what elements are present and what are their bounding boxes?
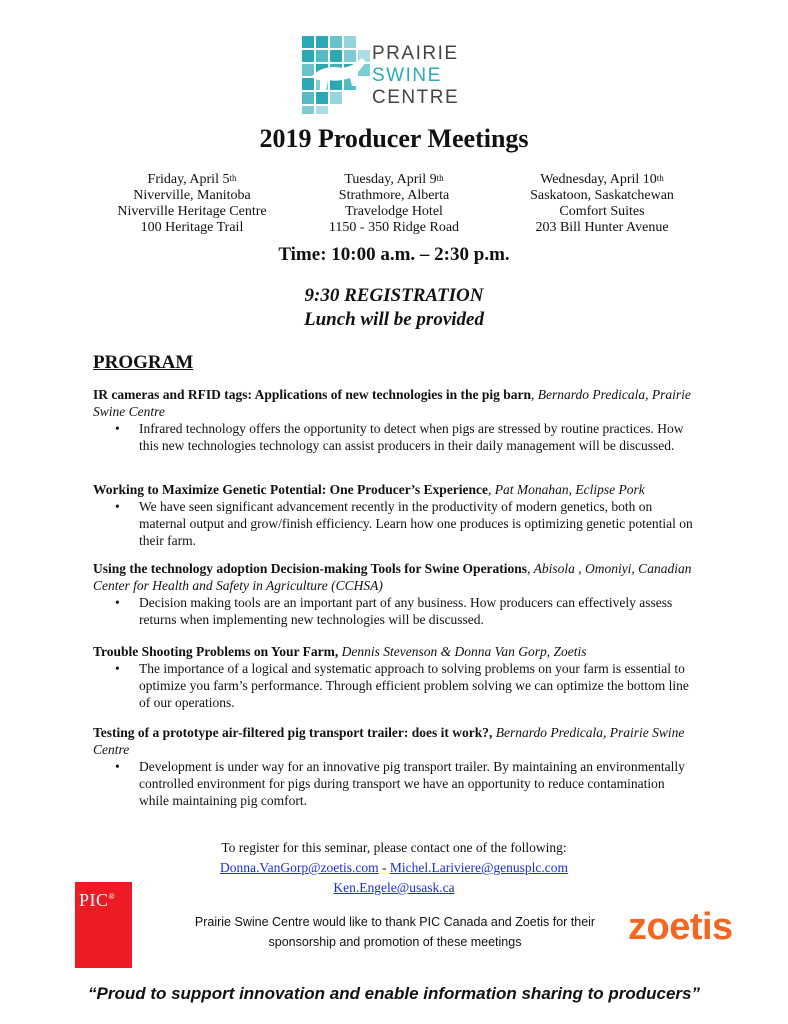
email-link-michel[interactable]: Michel.Lariviere@genusplc.com [389, 860, 569, 875]
pic-logo [75, 882, 132, 968]
email-link-donna[interactable]: Donna.VanGorp@zoetis.com [219, 860, 379, 875]
bullet-icon: • [115, 661, 120, 676]
program-item-description: Decision making tools are an important part of any business. How producers can effectively assess returns when implementing new technologies will be discussed. [139, 595, 673, 627]
location-city: Niverville, Manitoba [133, 188, 251, 203]
program-item [93, 724, 693, 809]
location-column-3 [502, 172, 702, 236]
bullet-icon: • [115, 421, 120, 436]
program-item-speaker: , Bernardo Predicala, Prairie Swine Centre [93, 387, 691, 419]
program-heading: PROGRAM [93, 352, 194, 373]
location-venue: Travelodge Hotel [345, 204, 443, 219]
program-item-speaker: Dennis Stevenson & Donna Van Gorp, Zoetis [338, 644, 587, 659]
program-item-speaker: , Pat Monahan, Eclipse Pork [488, 482, 645, 497]
program-item-title: Trouble Shooting Problems on Your Farm, [93, 644, 339, 659]
location-venue: Niverville Heritage Centre [117, 204, 267, 219]
program-item-title: IR cameras and RFID tags: Applications of new technologies in the pig barn [93, 387, 532, 402]
bullet-icon: • [115, 595, 120, 610]
program-item-speaker: Bernardo Predicala, Prairie Swine Centre [93, 725, 685, 757]
zoetis-logo: zoetis [628, 906, 733, 948]
program-item [93, 560, 693, 628]
program-item [93, 643, 693, 711]
location-venue: Comfort Suites [559, 204, 645, 219]
program-item-title: Testing of a prototype air-filtered pig transport trailer: does it work?, [93, 725, 493, 740]
bullet-icon: • [115, 759, 120, 774]
email-link-ken[interactable]: Ken.Engele@usask.ca [333, 880, 455, 895]
email-separator: - [378, 860, 390, 875]
prairie-swine-centre-logo [302, 36, 460, 116]
contact-intro: To register for this seminar, please contact one of the following: [221, 840, 567, 855]
tagline: “Proud to support innovation and enable information sharing to producers” [87, 984, 701, 1003]
logo-grid-icon [302, 36, 370, 114]
pic-logo-text: PIC® [79, 890, 116, 910]
logo-word-centre: CENTRE [372, 87, 460, 108]
location-address: 100 Heritage Trail [140, 220, 244, 235]
sponsor-thanks-line2: sponsorship and promotion of these meetings [268, 935, 522, 949]
location-address: 203 Bill Hunter Avenue [535, 220, 669, 235]
bullet-icon: • [115, 499, 120, 514]
program-item-speaker: , Abisola , Omoniyi, Canadian Center for Health and Safety in Agriculture (CCHSA) [93, 561, 692, 593]
logo-word-prairie: PRAIRIE [372, 43, 459, 64]
location-city: Saskatoon, Saskatchewan [530, 188, 674, 203]
program-item [93, 481, 693, 549]
location-column-1 [92, 172, 292, 236]
logo-word-swine: SWINE [372, 65, 442, 86]
location-column-2 [294, 172, 494, 236]
location-city: Strathmore, Alberta [338, 188, 450, 203]
registration-time: 9:30 REGISTRATION [304, 285, 484, 306]
program-item-description: The importance of a logical and systematic approach to solving problems on your farm is essential to optimize you farm’s performance. Through efficient problem solving we can optimize the bottom line of our operations. [139, 661, 689, 710]
sponsor-thanks [180, 912, 610, 952]
meeting-time: Time: 10:00 a.m. – 2:30 p.m. [278, 244, 510, 265]
location-day: Tuesday, April 9th [344, 172, 444, 187]
program-item [93, 386, 693, 454]
program-item-description: We have seen significant advancement recently in the productivity of modern genetics, both on maternal output and grow/finish efficiency. Learn how one produces is optimizing genetic potential on their farm. [139, 499, 693, 548]
location-day: Wednesday, April 10th [540, 172, 664, 187]
program-item-title: Using the technology adoption Decision-making Tools for Swine Operations [93, 561, 528, 576]
location-address: 1150 - 350 Ridge Road [328, 220, 460, 235]
program-item-title: Working to Maximize Genetic Potential: One Producer’s Experience [93, 482, 489, 497]
page-title: 2019 Producer Meetings [259, 124, 529, 153]
program-item-description: Development is under way for an innovative pig transport trailer. By maintaining an environmentally controlled environment for pigs during transport we have an opportunity to reduce contamination while maintaining pig comfort. [139, 759, 685, 808]
location-day: Friday, April 5th [147, 172, 237, 187]
lunch-note: Lunch will be provided [304, 309, 484, 330]
program-item-description: Infrared technology offers the opportunity to detect when pigs are stressed by routine practices. How this new technologies technology can assist producers in their daily management will be discussed. [139, 421, 684, 453]
registration-info [0, 284, 788, 332]
sponsor-thanks-line1: Prairie Swine Centre would like to thank PIC Canada and Zoetis for their [194, 915, 596, 929]
